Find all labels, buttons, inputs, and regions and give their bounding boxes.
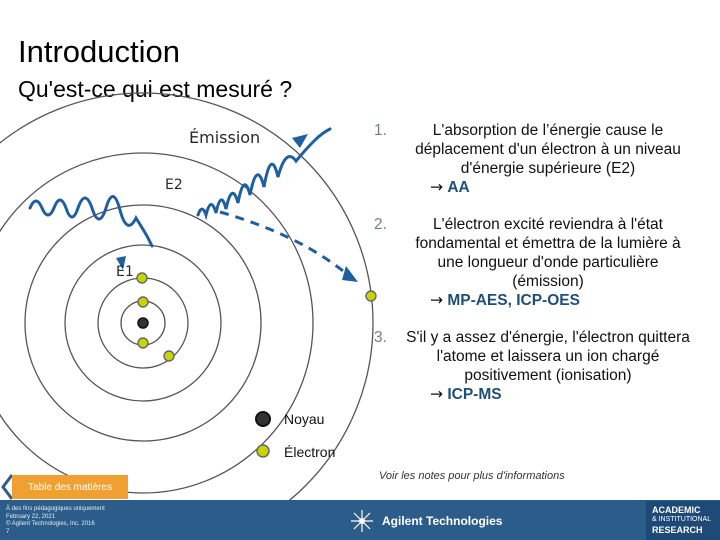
brand-name: Agilent Technologies <box>382 514 503 528</box>
electron <box>164 351 174 361</box>
orbit-6 <box>0 93 373 540</box>
agilent-spark-icon <box>350 509 374 533</box>
step-result <box>402 178 694 197</box>
step-number: 3. <box>374 329 387 346</box>
absorbed-wave <box>30 196 152 246</box>
orbit-5 <box>0 153 313 493</box>
arrow-right-icon: → <box>430 385 443 403</box>
legend-nucleus-icon <box>256 412 270 426</box>
footer-info <box>6 506 105 536</box>
arrow-right-icon: → <box>430 291 443 309</box>
academic-line: & INSTITUTIONAL <box>652 516 712 523</box>
e2-label: E2 <box>165 177 183 193</box>
step-item <box>374 121 694 197</box>
notes-hint: Voir les notes pour plus d'informations <box>379 470 565 482</box>
academic-line: RESEARCH <box>652 525 703 535</box>
arrow-right-icon: → <box>430 178 443 196</box>
step-text: L'absorption de l’énergie cause le déplacement d'un électron à un niveau d'énergie supérieure (E2) <box>415 122 681 177</box>
electron <box>138 297 148 307</box>
step-item <box>374 215 694 310</box>
footer-line: 7 <box>6 528 10 535</box>
step-text: S'il y a assez d'énergie, l'électron quittera l'atome et laissera un ion chargé positivement (ionisation) <box>406 329 690 384</box>
step-result <box>402 385 694 404</box>
legend-electron-icon <box>257 445 269 457</box>
step-number: 2. <box>374 216 387 233</box>
electron-transition-path <box>220 212 348 275</box>
electrons <box>137 273 376 361</box>
step-item <box>374 328 694 404</box>
toc-button[interactable] <box>0 475 130 499</box>
footer-line: February 22, 2021 <box>6 513 56 520</box>
footer-line: À des fins pédagogiques uniquement <box>6 506 105 512</box>
emission-label: Émission <box>189 128 261 147</box>
step-result <box>402 291 694 310</box>
academic-line: ACADEMIC <box>652 505 701 515</box>
technique-label: ICP-MS <box>447 386 502 403</box>
technique-label: MP-AES, ICP-OES <box>447 292 580 309</box>
legend-noyau-label: Noyau <box>284 411 325 427</box>
nucleus <box>138 318 148 328</box>
step-number: 1. <box>374 122 387 139</box>
toc-label[interactable]: Table des matières <box>12 475 128 499</box>
electron <box>137 273 147 283</box>
electron <box>138 338 148 348</box>
e1-label: E1 <box>116 264 134 280</box>
technique-label: AA <box>447 179 470 196</box>
academic-research-logo <box>646 501 720 540</box>
slide-subtitle: Qu'est-ce qui est mesuré ? <box>18 76 293 102</box>
slide-title: Introduction <box>18 34 180 69</box>
agilent-logo <box>350 507 502 535</box>
footer-line: © Agilent Technologies, Inc. 2016 <box>6 521 95 527</box>
step-text: L'électron excité reviendra à l'état fondamental et émettra de la lumière à une longueur d'onde particulière (émission) <box>415 216 681 290</box>
steps-list <box>374 121 694 422</box>
legend-electron-label: Électron <box>284 444 336 460</box>
